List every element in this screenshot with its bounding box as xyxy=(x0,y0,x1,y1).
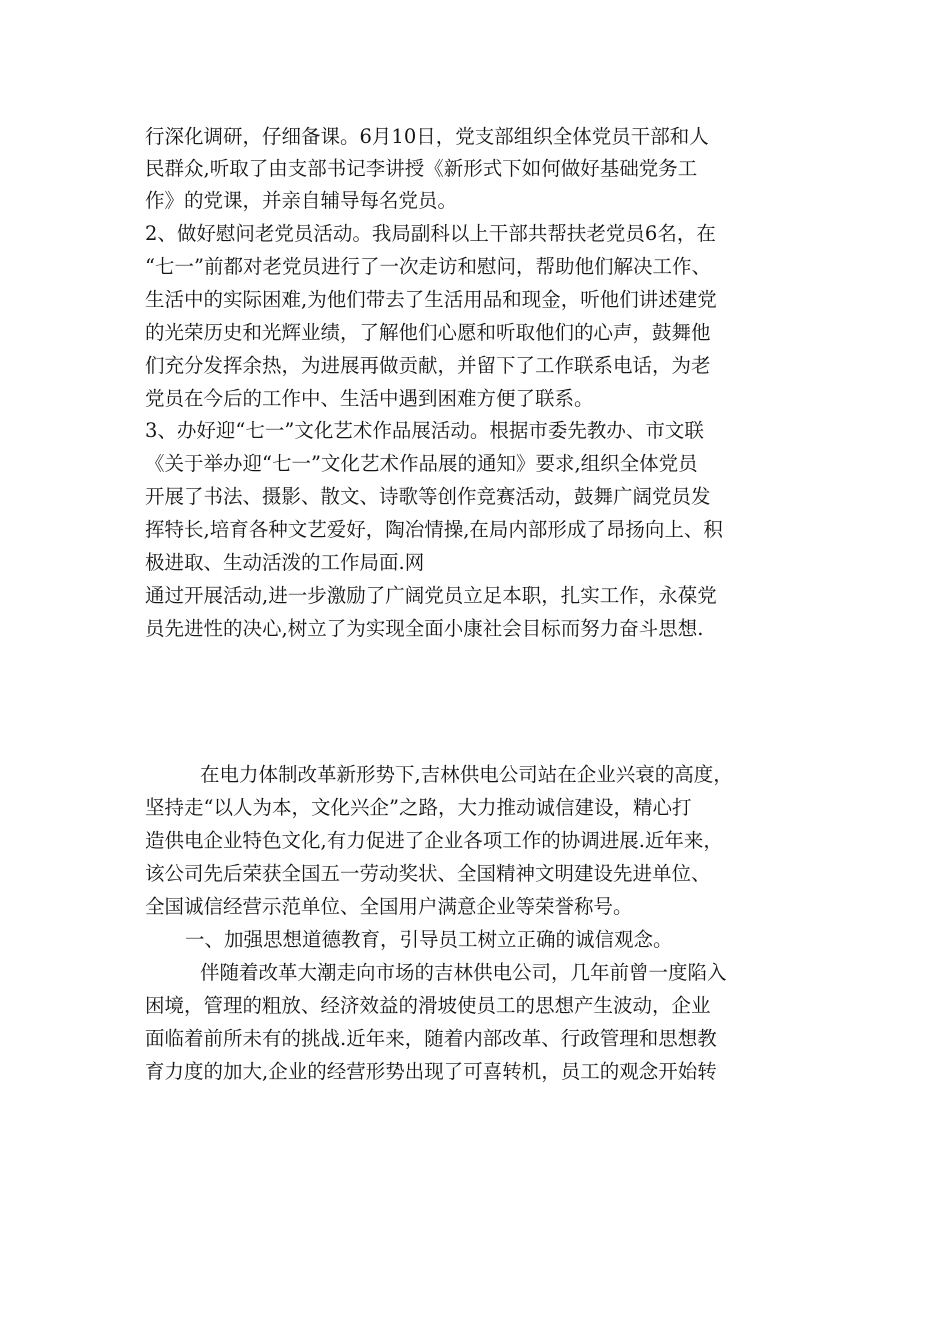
paragraph-line: 民群众,听取了由支部书记李讲授《新形式下如何做好基础党务工 xyxy=(145,157,698,180)
paragraph-line: 该公司先后荣获全国五一劳动奖状、全国精神文明建设先进单位、 xyxy=(145,862,711,885)
paragraph-line: 生活中的实际困难,为他们带去了生活用品和现金，听他们讲述建党 xyxy=(145,288,717,311)
paragraph-line: 育力度的加大,企业的经营形势出现了可喜转机，员工的观念开始转 xyxy=(145,1060,717,1083)
paragraph-line: 3、办好迎“七一”文化艺术作品展活动。根据市委先教办、市文联 xyxy=(145,419,704,442)
section-heading: 一、加强思想道德教育，引导员工树立正确的诚信观念。 xyxy=(185,928,673,951)
paragraph-line: 2、做好慰问老党员活动。我局副科以上干部共帮扶老党员6名，在 xyxy=(145,222,716,245)
paragraph-line: 通过开展活动,进一步激励了广阔党员立足本职，扎实工作，永葆党 xyxy=(145,584,717,607)
paragraph-line: 全国诚信经营示范单位、全国用户满意企业等荣誉称号。 xyxy=(145,895,633,918)
paragraph-line: 极进取、生动活泼的工作局面.网 xyxy=(145,551,425,574)
paragraph-line: 《关于举办迎“七一”文化艺术作品展的通知》要求,组织全体党员 xyxy=(145,452,698,475)
paragraph-line: 面临着前所未有的挑战.近年来，随着内部改革、行政管理和思想教 xyxy=(145,1027,717,1050)
paragraph-line: 开展了书法、摄影、散文、诗歌等创作竞赛活动，鼓舞广阔党员发 xyxy=(145,485,711,508)
paragraph-line: 造供电企业特色文化,有力促进了企业各项工作的协调进展.近年来， xyxy=(145,829,723,852)
paragraph-line: 伴随着改革大潮走向市场的吉林供电公司，几年前曾一度陷入 xyxy=(200,961,727,984)
paragraph-line: 的光荣历史和光辉业绩，了解他们心愿和听取他们的心声，鼓舞他 xyxy=(145,321,711,344)
paragraph-line: 挥特长,培育各种文艺爱好，陶冶情操,在局内部形成了昂扬向上、积 xyxy=(145,518,723,541)
paragraph-line: 员先进性的决心,树立了为实现全面小康社会目标而努力奋斗思想. xyxy=(145,617,704,640)
paragraph-line: 坚持走“以人为本，文化兴企”之路，大力推动诚信建设，精心打 xyxy=(145,796,692,819)
paragraph-line: 党员在今后的工作中、生活中遇到困难方便了联系。 xyxy=(145,387,594,410)
paragraph-line: 困境，管理的粗放、经济效益的滑坡使员工的思想产生波动，企业 xyxy=(145,994,711,1017)
paragraph-line: 在电力体制改革新形势下,吉林供电公司站在企业兴衰的高度， xyxy=(200,763,733,786)
paragraph-line: 行深化调研，仔细备课。6月10日，党支部组织全体党员干部和人 xyxy=(145,125,709,148)
paragraph-line: 作》的党课，并亲自辅导每名党员。 xyxy=(145,189,458,212)
paragraph-line: “七一”前都对老党员进行了一次走访和慰问，帮助他们解决工作、 xyxy=(145,255,711,278)
paragraph-line: 们充分发挥余热，为进展再做贡献，并留下了工作联系电话，为老 xyxy=(145,354,711,377)
